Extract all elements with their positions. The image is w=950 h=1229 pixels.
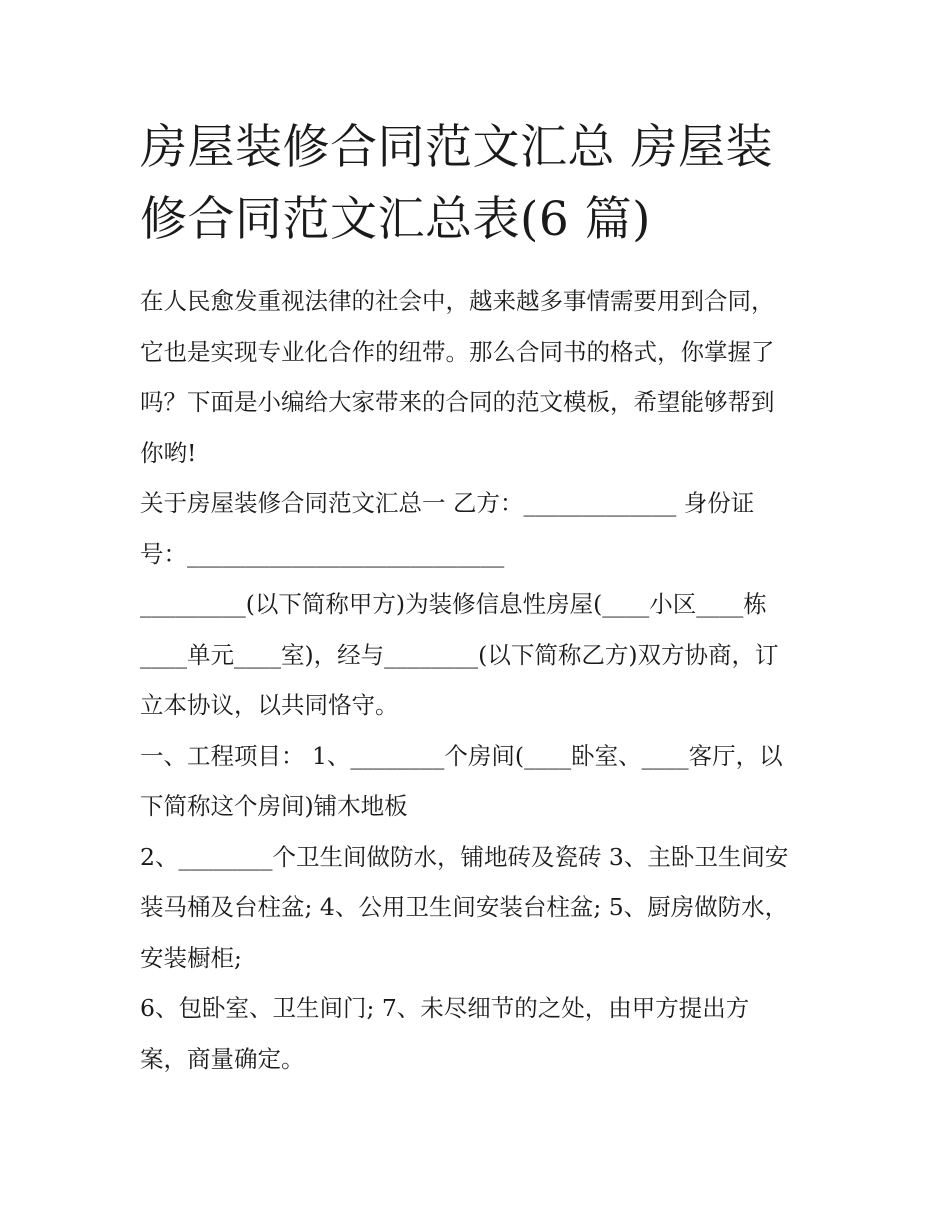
project-line-7: 案，商量确定。 (140, 1044, 305, 1073)
party-line-3: 立本协议，以共同恪守。 (140, 691, 399, 719)
project-line-5: 安装橱柜; (140, 943, 242, 972)
intro-line-3: 吗？下面是小编给大家带来的合同的范文模板，希望能够帮到 (140, 388, 775, 416)
title-line-1: 房屋装修合同范文汇总 房屋装 (140, 120, 773, 175)
section-heading-line-2: 号：___________________________ (140, 539, 505, 568)
intro-line-4: 你哟! (140, 438, 197, 467)
intro-line-1: 在人民愈发重视法律的社会中，越来越多事情需要用到合同， (140, 287, 775, 315)
party-line-2: ____单元____室)，经与________(以下简称乙方)双方协商，订 (140, 640, 779, 669)
project-line-3: 2、________个卫生间做防水，铺地砖及瓷砖 3、主卧卫生间安 (140, 842, 789, 871)
project-line-4: 装马桶及台柱盆; 4、公用卫生间安装台柱盆; 5、厨房做防水， (140, 893, 789, 921)
title-line-2: 修合同范文汇总表(6 篇) (140, 192, 652, 247)
body-text (140, 276, 830, 1084)
project-line-6: 6、包卧室、卫生间门; 7、未尽细节的之处，由甲方提出方 (140, 994, 750, 1022)
project-line-1: 一、工程项目： 1、________个房间(____卧室、____客厅，以 (140, 741, 783, 770)
party-line-1: _________(以下简称甲方)为装修信息性房屋(____小区____栋 (140, 590, 767, 618)
page-title (140, 112, 820, 256)
section-heading-line-1: 关于房屋装修合同范文汇总一 乙方：_____________ 身份证 (140, 489, 755, 517)
intro-line-2: 它也是实现专业化合作的纽带。那么合同书的格式，你掌握了 (140, 337, 775, 366)
project-line-2: 下简称这个房间)铺木地板 (140, 792, 408, 820)
